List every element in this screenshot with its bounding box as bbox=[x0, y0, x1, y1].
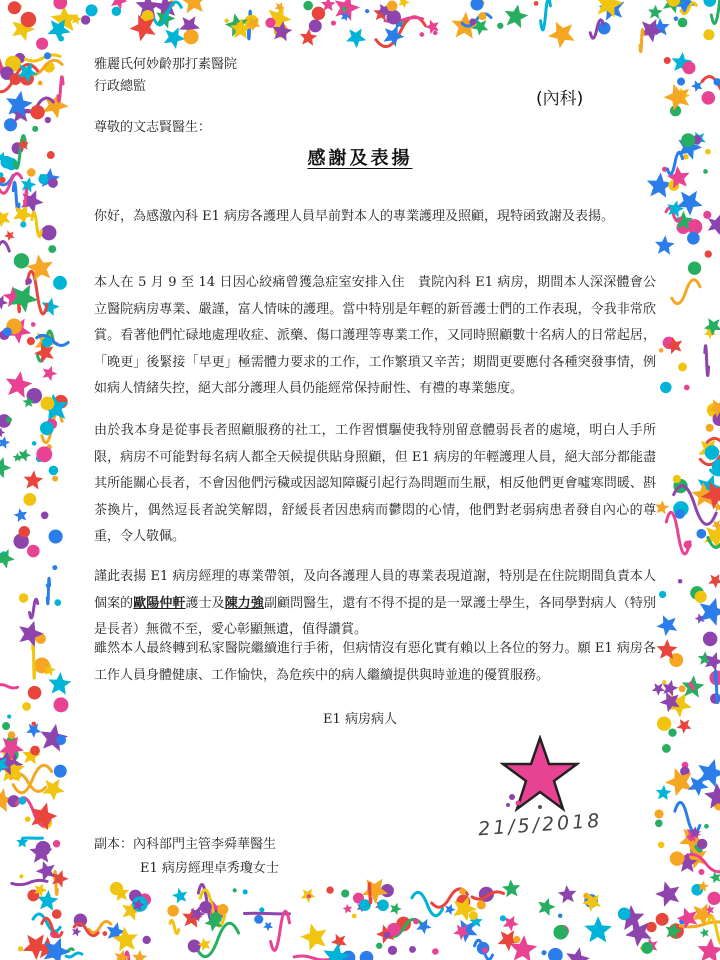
paragraph-3: 由於我本身是從事長者照顧服務的社工，工作習慣驅使我特別留意體弱長者的處境，明白人手所限，病房不可能對每名病人都全天候提供貼身照顧，但 E1 病房的年輕護理人員，絕大部分都能盡其所能關心長者，不會因他們污穢或因認知障礙引起行為問題而生厭，相反他們更會噓寒問暖、斟茶換片，偶然逗長者說笑解悶，舒緩長者因患病而鬱悶的心情，他們對老弱病患者發自內心的尊重，令人敬佩。 bbox=[94, 423, 656, 544]
department-tag: (內科) bbox=[536, 89, 584, 109]
salutation: 尊敬的文志賢醫生： bbox=[94, 120, 212, 135]
paragraph-2: 本人在 5 月 9 至 14 日因心絞痛曾獲急症室安排入住 貴院內科 E1 病房，期間本人深深體會公立醫院病房專業、嚴謹，富人情味的護理。當中特別是年輕的新晉護士們的工作表現，令我非常欣賞。看著他們忙碌地處理收症、派藥、傷口護理等專業工作，又同時照顧數十名病人的日常起居，「晚更」後緊接「早更」極需體力要求的工作，工作繁瑣又辛苦；期間更要應付各種突發事情，例如病人情緒失控，絕大部分護理人員仍能經常保持耐性、有禮的專業態度。 bbox=[94, 275, 656, 396]
cc-line-1: 副本：內科部門主管李舜華醫生 bbox=[94, 837, 277, 852]
signature: E1 病房病人 bbox=[323, 712, 397, 727]
nurse-name: 歐陽仲軒 bbox=[133, 595, 186, 611]
paragraph-5: 雖然本人最終轉到私家醫院繼續進行手術，但病情沒有惡化實有賴以上各位的努力。願 E1 病房各工作人員身體健康、工作愉快，為危疾中的病人繼續提供與時並進的優質服務。 bbox=[94, 641, 656, 683]
doctor-name: 陳力強 bbox=[224, 595, 264, 611]
cc-line-2: E1 病房經理卓秀瓊女士 bbox=[140, 861, 279, 876]
handwritten-date: 21/5/2018 bbox=[477, 809, 604, 841]
paragraph-4-part-a: 謹此表揚 E1 病房經理的專業帶領，及向各護理人員的專業表現道謝，特別是在住院期間負責本人個案的 bbox=[94, 569, 656, 611]
paragraph-1: 你好，為感激內科 E1 病房各護理人員早前對本人的專業護理及照顧，現特函致謝及表揚。 bbox=[94, 209, 615, 224]
recipient-title: 行政總監 bbox=[94, 79, 147, 94]
recipient-hospital: 雅麗氏何妙齡那打素醫院 bbox=[94, 57, 238, 72]
star-stamp-icon bbox=[500, 735, 580, 815]
paragraph-4 bbox=[94, 564, 656, 644]
paragraph-4-part-c: 副顧問醫生，還有不得不提的是一眾護士學生，各同學對病人（特別是長者）無微不至，愛心彰顯無遺，值得讚賞。 bbox=[94, 595, 656, 637]
paragraph-4-part-b: 護士及 bbox=[185, 595, 225, 611]
letter-title: 感謝及表揚 bbox=[307, 148, 413, 169]
